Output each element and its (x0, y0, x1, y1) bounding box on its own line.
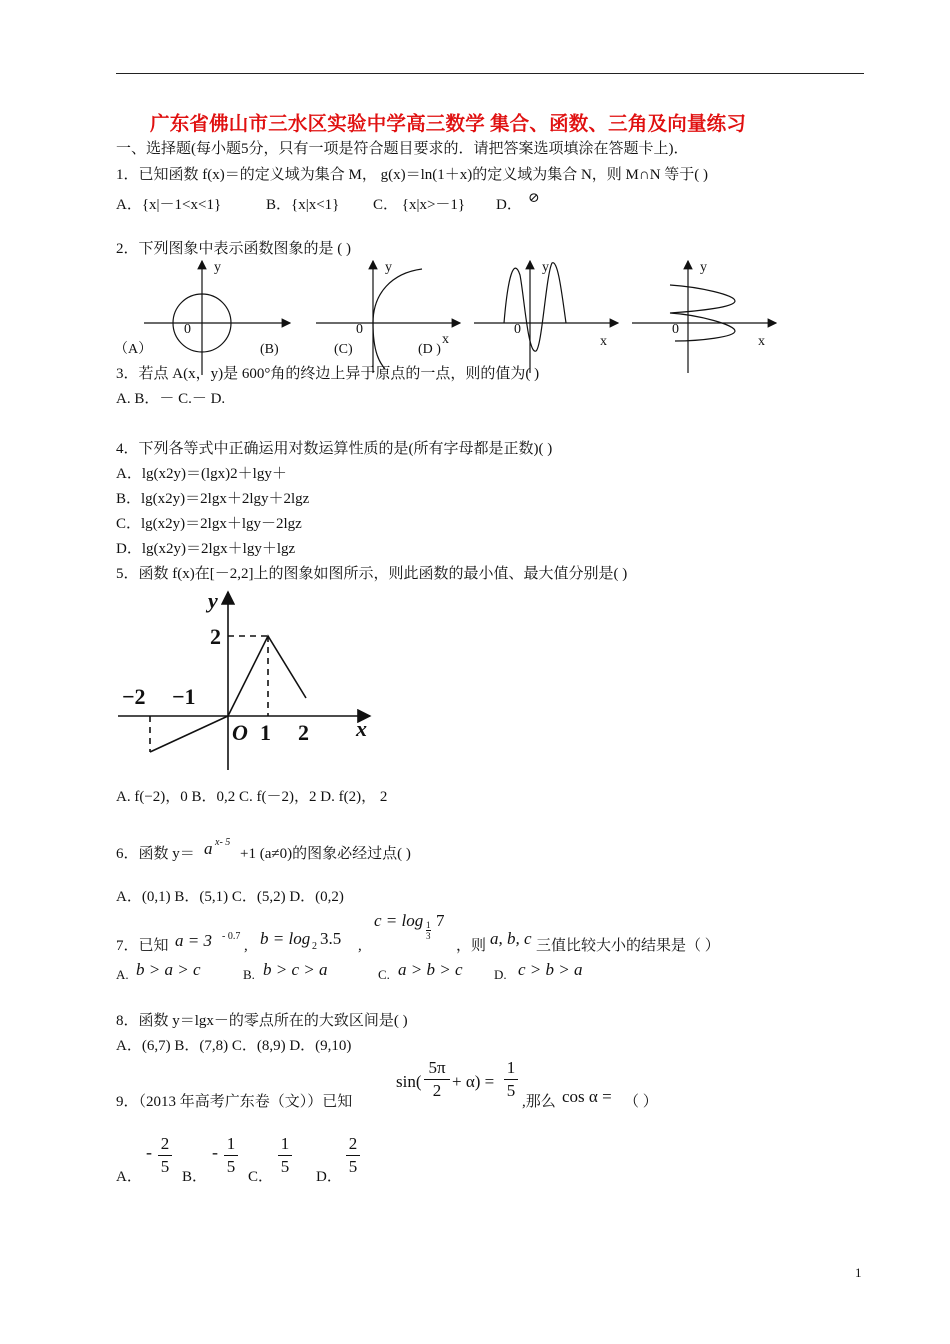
q4-option-c: C．lg(x2y)＝2lgx＋lgy－2lgz (116, 516, 302, 532)
q8-options: A．(6,7) B．(7,8) C．(8,9) D．(9,10) (116, 1038, 352, 1054)
q5-tick-1: 1 (260, 720, 271, 745)
q4-option-a: A．lg(x2y)＝(lgx)2＋lgy＋ (116, 466, 287, 482)
q7-option-a: b > a > c (136, 960, 201, 979)
q9-frac-bar (424, 1079, 450, 1080)
q9-then: ,那么 (522, 1094, 556, 1110)
q7-c-sub-den: 3 (426, 931, 431, 941)
q9-opt-b-num: 1 (226, 1134, 236, 1153)
q7-c-sub-num: 1 (426, 920, 431, 930)
q7-b-value: 3.5 (320, 929, 342, 948)
q9-opt-c-bar (278, 1155, 292, 1156)
page-title: 广东省佛山市三水区实验中学高三数学 集合、函数、三角及向量练习 (150, 114, 747, 135)
q6-exponent: x- 5 (215, 837, 231, 848)
q9-opt-d-bar (346, 1155, 360, 1156)
q9-opt-a-sign: - (146, 1142, 152, 1162)
q6-base: a (204, 839, 213, 858)
q8-stem: 8．函数 y＝lgx－的零点所在的大致区间是( ) (116, 1013, 408, 1029)
graph-b-curve (373, 269, 422, 369)
q7-option-c-label: C. (378, 967, 390, 982)
graph-b-label-text: (B) (260, 342, 279, 357)
q7-a-exponent: - 0.7 (222, 931, 241, 942)
q1-option-d: D． (496, 197, 522, 213)
graph-b-y: y (385, 260, 392, 275)
q7-a-expr: a = 3 (175, 931, 212, 950)
q7-option-d-label: D. (494, 967, 507, 982)
q7-comma2: , (358, 938, 362, 954)
graph-a-y: y (214, 260, 221, 275)
q1-option-a: A．{x|－1<x<1} (116, 197, 222, 213)
q4-option-b: B．lg(x2y)＝2lgx＋2lgy＋2lgz (116, 491, 310, 507)
q9-cos: cos α = (562, 1087, 612, 1106)
q7-vars: a, b, c (490, 929, 532, 948)
q9-opt-a-bar (158, 1155, 172, 1156)
graph-a-axes (144, 261, 290, 375)
q2-stem: 2．下列图象中表示函数图象的是 ( ) (116, 241, 351, 257)
q7-option-b-label: B. (243, 967, 255, 982)
q1-stem: 1．已知函数 f(x)＝的定义域为集合 M， g(x)＝ln(1＋x)的定义域为集合 N，则 M∩N 等于( ) (116, 167, 709, 183)
empty-set-symbol: ⊘ (528, 191, 540, 206)
q9-opt-c-den: 5 (280, 1157, 290, 1176)
q7-option-c: a > b > c (398, 960, 463, 979)
q6-suffix: +1 (a≠0)的图象必经过点( ) (240, 846, 411, 862)
q9-opt-b-fraction (224, 1134, 238, 1177)
q9-rden: 5 (506, 1081, 516, 1100)
graph-d-label: (D ) (418, 342, 441, 357)
graph-d-x: x (758, 334, 765, 349)
q9-opt-d-num: 2 (348, 1134, 358, 1153)
q9-fraction-1-5 (504, 1058, 518, 1101)
q3-options: A. B．－ C.－ D. (116, 391, 226, 407)
graph-b-o: 0 (356, 322, 363, 337)
q5-tick-m1: −1 (172, 684, 196, 709)
q9-rbar (504, 1079, 518, 1080)
q9-rnum: 1 (506, 1058, 516, 1077)
graph-c-y: y (542, 260, 549, 275)
q7-comma1: , (244, 938, 248, 954)
header-rule (116, 73, 864, 74)
q7-b-expr: b = log (260, 929, 311, 948)
q3-stem: 3．若点 A(x，y)是 600°角的终边上异于原点的一点，则的值为( ) (116, 366, 540, 382)
q5-tick-2y: 2 (210, 624, 221, 649)
q9-den: 2 (432, 1081, 442, 1100)
q9-plus-alpha: + α) = (452, 1072, 495, 1091)
q9-opt-a-fraction (158, 1134, 172, 1177)
q6-prefix: 6．函数 y＝ (116, 846, 195, 862)
graph-c-axes (474, 261, 618, 373)
q1-option-c: C． {x|x>－1} (373, 197, 466, 213)
graph-a-o: 0 (184, 322, 191, 337)
q7-option-a-label: A. (116, 967, 129, 982)
q5-stem: 5．函数 f(x)在[－2,2]上的图象如图所示，则此函数的最小值、最大值分别是( ) (116, 566, 628, 582)
graph-c-o: 0 (514, 322, 521, 337)
q9-num: 5π (428, 1058, 446, 1077)
q5-graph (112, 586, 382, 776)
graph-d-curve (670, 285, 735, 341)
q7-b-subscript: 2 (312, 941, 317, 952)
q9-opt-c-num: 1 (280, 1134, 290, 1153)
q7-c-value: 7 (436, 911, 445, 930)
q7-prefix: 7．已知 (116, 938, 169, 954)
q9-fraction-5pi-2 (424, 1058, 450, 1101)
q5-tick-m2: −2 (122, 684, 146, 709)
q4-option-d: D．lg(x2y)＝2lgx＋lgy＋lgz (116, 541, 296, 557)
graph-b-x: x (442, 332, 449, 347)
q9-opt-b-den: 5 (226, 1157, 236, 1176)
q7-then: ，则 (456, 938, 487, 954)
q7-c-subscript (426, 920, 431, 941)
q6-options: A．(0,1) B．(5,1) C．(5,2) D．(0,2) (116, 889, 344, 905)
graph-c-x: x (600, 334, 607, 349)
graph-d-y: y (700, 260, 707, 275)
q4-stem: 4．下列各等式中正确运用对数运算性质的是(所有字母都是正数)( ) (116, 441, 553, 457)
q7-option-b: b > c > a (263, 960, 328, 979)
q9-option-a-label: A． (116, 1169, 142, 1185)
graph-d-o: 0 (672, 322, 679, 337)
q1-option-b: B．{x|x<1} (266, 197, 340, 213)
q9-opt-c-fraction (278, 1134, 292, 1177)
graph-a-label: （A） (114, 342, 153, 357)
graph-c-label: (C) (334, 342, 353, 357)
q9-opt-b-sign: - (212, 1142, 218, 1162)
q5-options: A. f(−2)，0 B．0,2 C. f(－2)，2 D. f(2)， 2 (116, 789, 388, 805)
q9-opt-a-num: 2 (160, 1134, 170, 1153)
section-heading: 一、选择题(每小题5分，只有一项是符合题目要求的．请把答案选项填涂在答题卡上)． (116, 141, 689, 157)
q2-graphs (110, 255, 790, 380)
q5-y-label: y (208, 588, 218, 613)
graph-d-axes (632, 261, 776, 373)
q9-option-d-label: D． (316, 1169, 342, 1185)
q9-opt-d-den: 5 (348, 1157, 358, 1176)
q9-prefix: 9．（2013 年高考广东卷（文））已知 (116, 1094, 353, 1110)
q9-option-c-label: C． (248, 1169, 274, 1185)
q5-tick-2: 2 (298, 720, 309, 745)
q5-x-label: x (356, 716, 367, 741)
q9-opt-d-fraction (346, 1134, 360, 1177)
page-number: 1 (855, 1265, 862, 1280)
q7-suffix: 三值比较大小的结果是（ ） (536, 938, 720, 954)
q9-opt-a-den: 5 (160, 1157, 170, 1176)
q7-option-d: c > b > a (518, 960, 583, 979)
q7-c-expr: c = log (374, 911, 424, 930)
q9-sin: sin( (396, 1072, 422, 1091)
q9-opt-b-bar (224, 1155, 238, 1156)
q9-paren: （ ） (624, 1094, 658, 1110)
graph-c-curve (504, 263, 566, 351)
q5-origin: O (232, 720, 248, 745)
q9-option-b-label: B． (182, 1169, 208, 1185)
